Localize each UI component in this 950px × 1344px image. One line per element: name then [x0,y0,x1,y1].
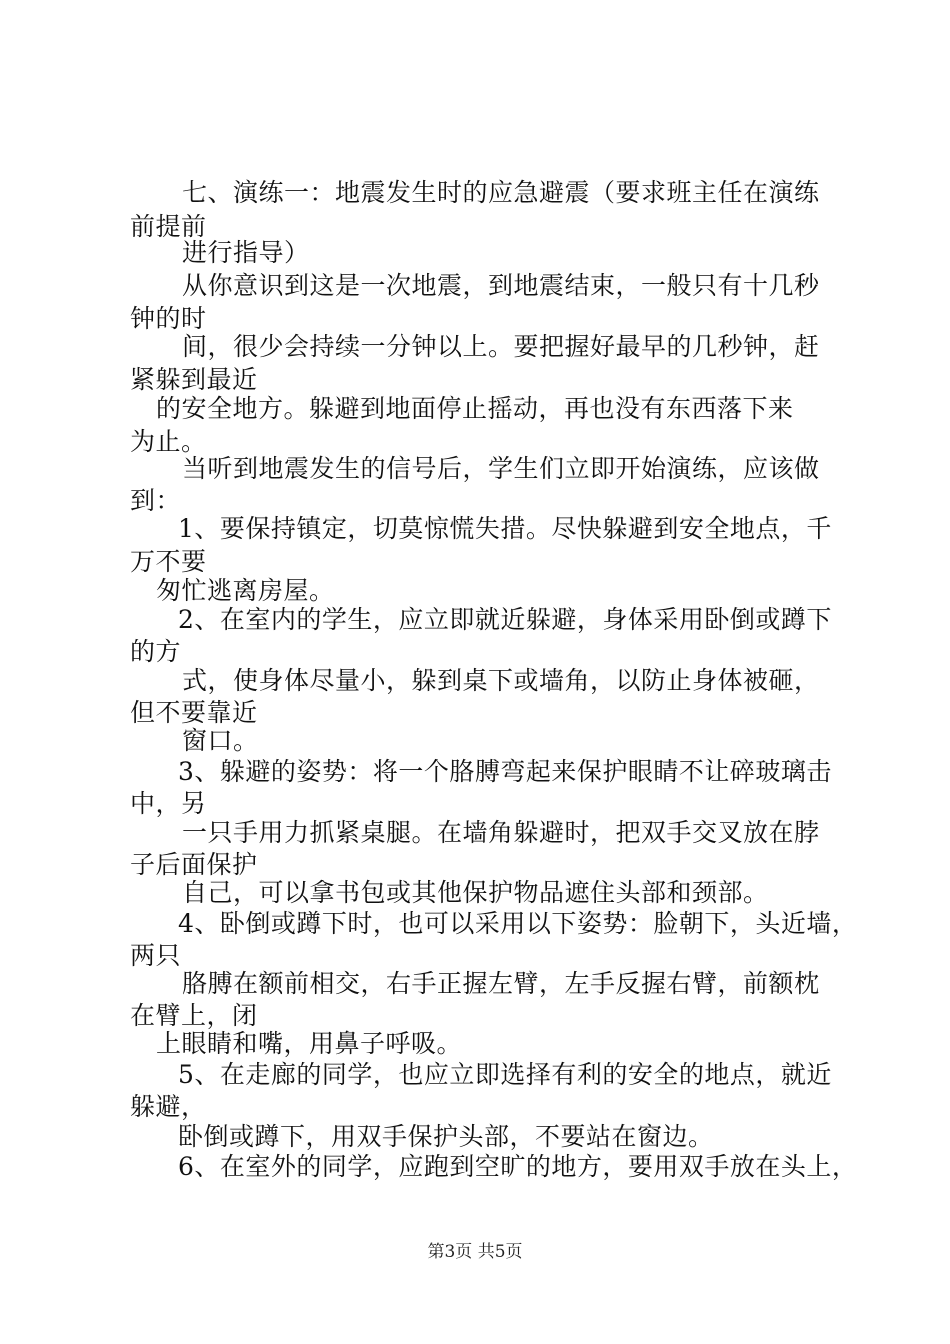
text-line: 当听到地震发生的信号后，学生们立即开始演练，应该做 [182,454,820,483]
text-line: 中，另 [130,789,207,818]
text-line: 在臂上，闭 [130,1001,258,1030]
text-line: 窗口。 [182,726,259,755]
text-line: 万不要 [130,547,207,576]
text-line: 上眼睛和嘴，用鼻子呼吸。 [156,1029,463,1058]
text-line: 为止。 [130,427,207,456]
text-line: 匆忙逃离房屋。 [156,576,335,605]
text-line: 的安全地方。躲避到地面停止摇动，再也没有东西落下来 [156,394,794,423]
text-line: 但不要靠近 [130,698,258,727]
text-line: 6、在室外的同学，应跑到空旷的地方，要用双手放在头上， [178,1152,858,1181]
text-line: 从你意识到这是一次地震，到地震结束，一般只有十几秒 [182,271,820,300]
text-line: 进行指导） [182,238,310,267]
text-line: 子后面保护 [130,850,258,879]
text-line: 5、在走廊的同学，也应立即选择有利的安全的地点，就近 [178,1060,832,1089]
text-line: 2、在室内的学生，应立即就近躲避，身体采用卧倒或蹲下 [178,605,832,634]
text-line: 钟的时 [130,304,207,333]
text-line: 4、卧倒或蹲下时，也可以采用以下姿势：脸朝下，头近墙， [178,909,858,938]
text-line: 紧躲到最近 [130,365,258,394]
text-line: 自己，可以拿书包或其他保护物品遮住头部和颈部。 [182,878,769,907]
text-line: 前提前 [130,212,207,241]
text-line: 一只手用力抓紧桌腿。在墙角躲避时，把双手交叉放在脖 [182,818,820,847]
text-line: 3、躲避的姿势：将一个胳膊弯起来保护眼睛不让碎玻璃击 [178,757,832,786]
text-line: 卧倒或蹲下，用双手保护头部，不要站在窗边。 [178,1122,714,1151]
text-line: 到： [130,486,182,515]
text-line: 躲避， [130,1092,207,1121]
page-number-indicator: 第3页 共5页 [427,1242,523,1262]
text-line: 式，使身体尽量小，躲到桌下或墙角，以防止身体被砸， [182,666,820,695]
text-line: 七、演练一：地震发生时的应急避震（要求班主任在演练 [182,178,820,207]
text-line: 胳膊在额前相交，右手正握左臂，左手反握右臂，前额枕 [182,969,820,998]
text-line: 间，很少会持续一分钟以上。要把握好最早的几秒钟，赶 [182,332,820,361]
text-line: 两只 [130,941,182,970]
text-line: 的方 [130,637,182,666]
page-footer [0,1240,950,1264]
text-line: 1、要保持镇定，切莫惊慌失措。尽快躲避到安全地点，千 [178,514,832,543]
